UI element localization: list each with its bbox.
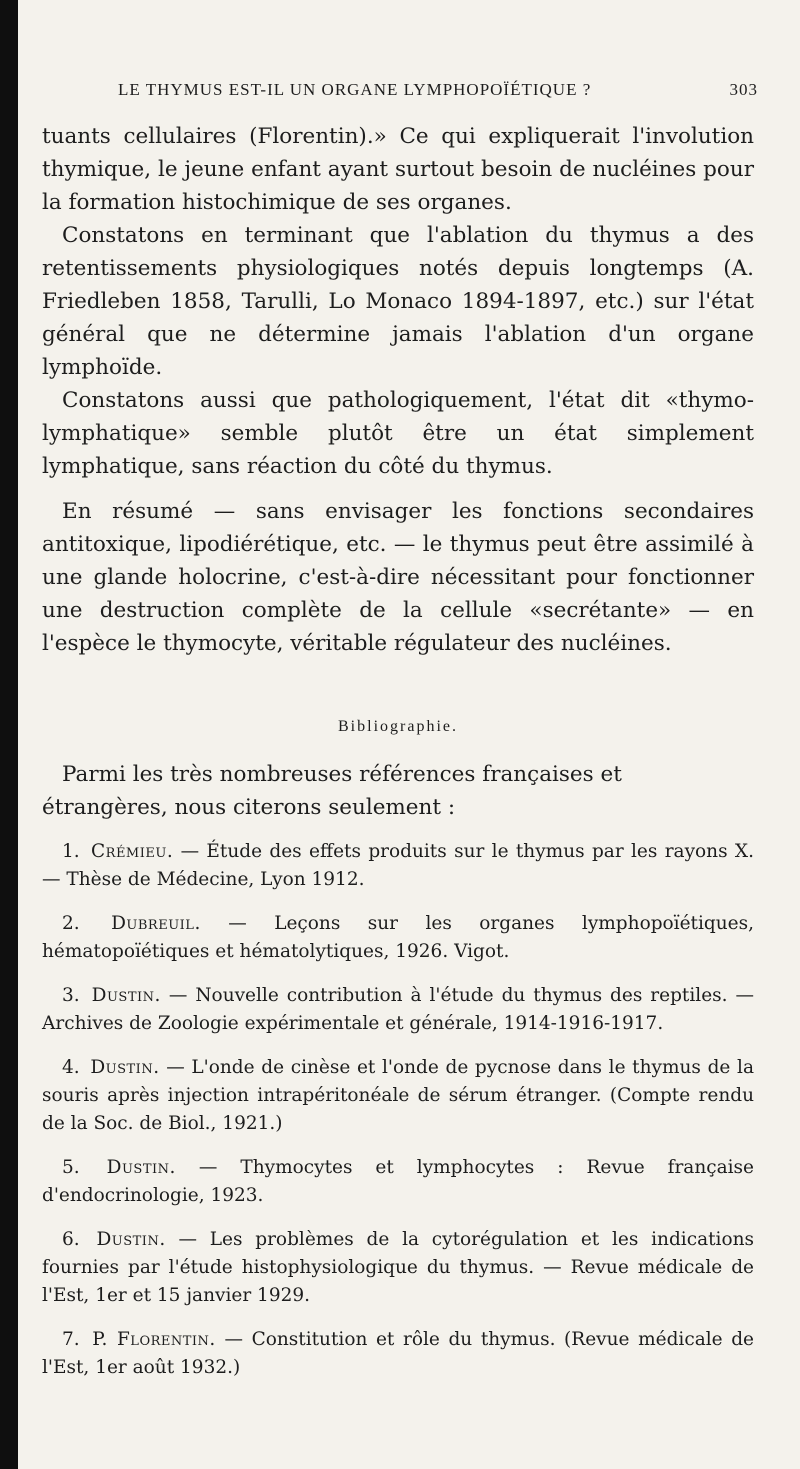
- reference-number: 4.: [62, 1057, 80, 1078]
- reference-number: 3.: [62, 985, 80, 1006]
- reference-author: Dustin.: [90, 1057, 160, 1078]
- page-number: 303: [729, 80, 758, 99]
- reference-number: 2.: [62, 913, 80, 934]
- reference-item: [42, 1054, 754, 1138]
- bibliography-intro: Parmi les très nombreuses références françaises et étrangères, nous citerons seulement :: [42, 762, 622, 820]
- reference-text: — Étude des effets produits sur le thymus par les rayons X. — Thèse de Médecine, Lyon 1912.: [42, 841, 754, 890]
- page-body: [42, 120, 754, 1398]
- reference-text: — Constitution et rôle du thymus. (Revue médicale de l'Est, 1er août 1932.): [42, 1329, 754, 1378]
- reference-author: Dustin.: [106, 1157, 176, 1178]
- reference-text: — Thymocytes et lymphocytes : Revue française d'endocrinologie, 1923.: [42, 1157, 754, 1206]
- body-paragraph: tuants cellulaires (Florentin).» Ce qui expliquerait l'involution thymique, le jeune enfant ayant surtout besoin de nucléines pour la formation histochimique de ses organes.: [42, 124, 754, 215]
- reference-text: — L'onde de cinèse et l'onde de pycnose dans le thymus de la souris après injection intrapéritonéale de sérum étranger. (Compte rendu de la Soc. de Biol., 1921.): [42, 1057, 754, 1134]
- reference-item: [42, 1226, 754, 1310]
- reference-author: P. Florentin.: [92, 1329, 216, 1350]
- reference-text: — Nouvelle contribution à l'étude du thymus des reptiles. — Archives de Zoologie expérimentale et générale, 1914-1916-1917.: [42, 985, 754, 1034]
- reference-item: [42, 1154, 754, 1210]
- book-page: [18, 0, 800, 1469]
- reference-number: 6.: [62, 1229, 80, 1250]
- reference-author: Dubreuil.: [111, 913, 201, 934]
- reference-item: [42, 838, 754, 894]
- reference-number: 7.: [62, 1329, 80, 1350]
- reference-number: 5.: [62, 1157, 80, 1178]
- body-paragraph: Constatons aussi que pathologiquement, l'état dit «thymo-lymphatique» semble plutôt être un état simplement lymphatique, sans réaction du côté du thymus.: [42, 388, 754, 479]
- reference-item: [42, 982, 754, 1038]
- reference-author: Dustin.: [91, 985, 161, 1006]
- body-paragraph: Constatons en terminant que l'ablation du thymus a des retentissements physiologiques notés depuis longtemps (A. Friedleben 1858, Tarulli, Lo Monaco 1894-1897, etc.) sur l'état général que ne détermine jamais l'ablation d'un organe lymphoïde.: [42, 223, 754, 380]
- reference-number: 1.: [62, 841, 80, 862]
- running-header: [118, 80, 758, 100]
- reference-item: [42, 910, 754, 966]
- running-title: LE THYMUS EST-IL UN ORGANE LYMPHOPOÏÉTIQUE ?: [118, 80, 592, 99]
- reference-author: Crémieu.: [91, 841, 174, 862]
- bibliography-heading: Bibliographie.: [338, 718, 458, 735]
- reference-item: [42, 1326, 754, 1382]
- reference-author: Dustin.: [96, 1229, 166, 1250]
- body-paragraph: En résumé — sans envisager les fonctions secondaires antitoxique, lipodiérétique, etc. — le thymus peut être assimilé à une glande holocrine, c'est-à-dire nécessitant pour fonctionner une destruction complète de la cellule «secrétante» — en l'espèce le thymocyte, véritable régulateur des nucléines.: [42, 499, 754, 656]
- reference-text: — Les problèmes de la cytorégulation et les indications fournies par l'étude histophysiologique du thymus. — Revue médicale de l'Est, 1er et 15 janvier 1929.: [42, 1229, 755, 1306]
- reference-text: — Leçons sur les organes lymphopoïétiques, hématopoïétiques et hématolytiques, 1926. Vigot.: [42, 913, 754, 962]
